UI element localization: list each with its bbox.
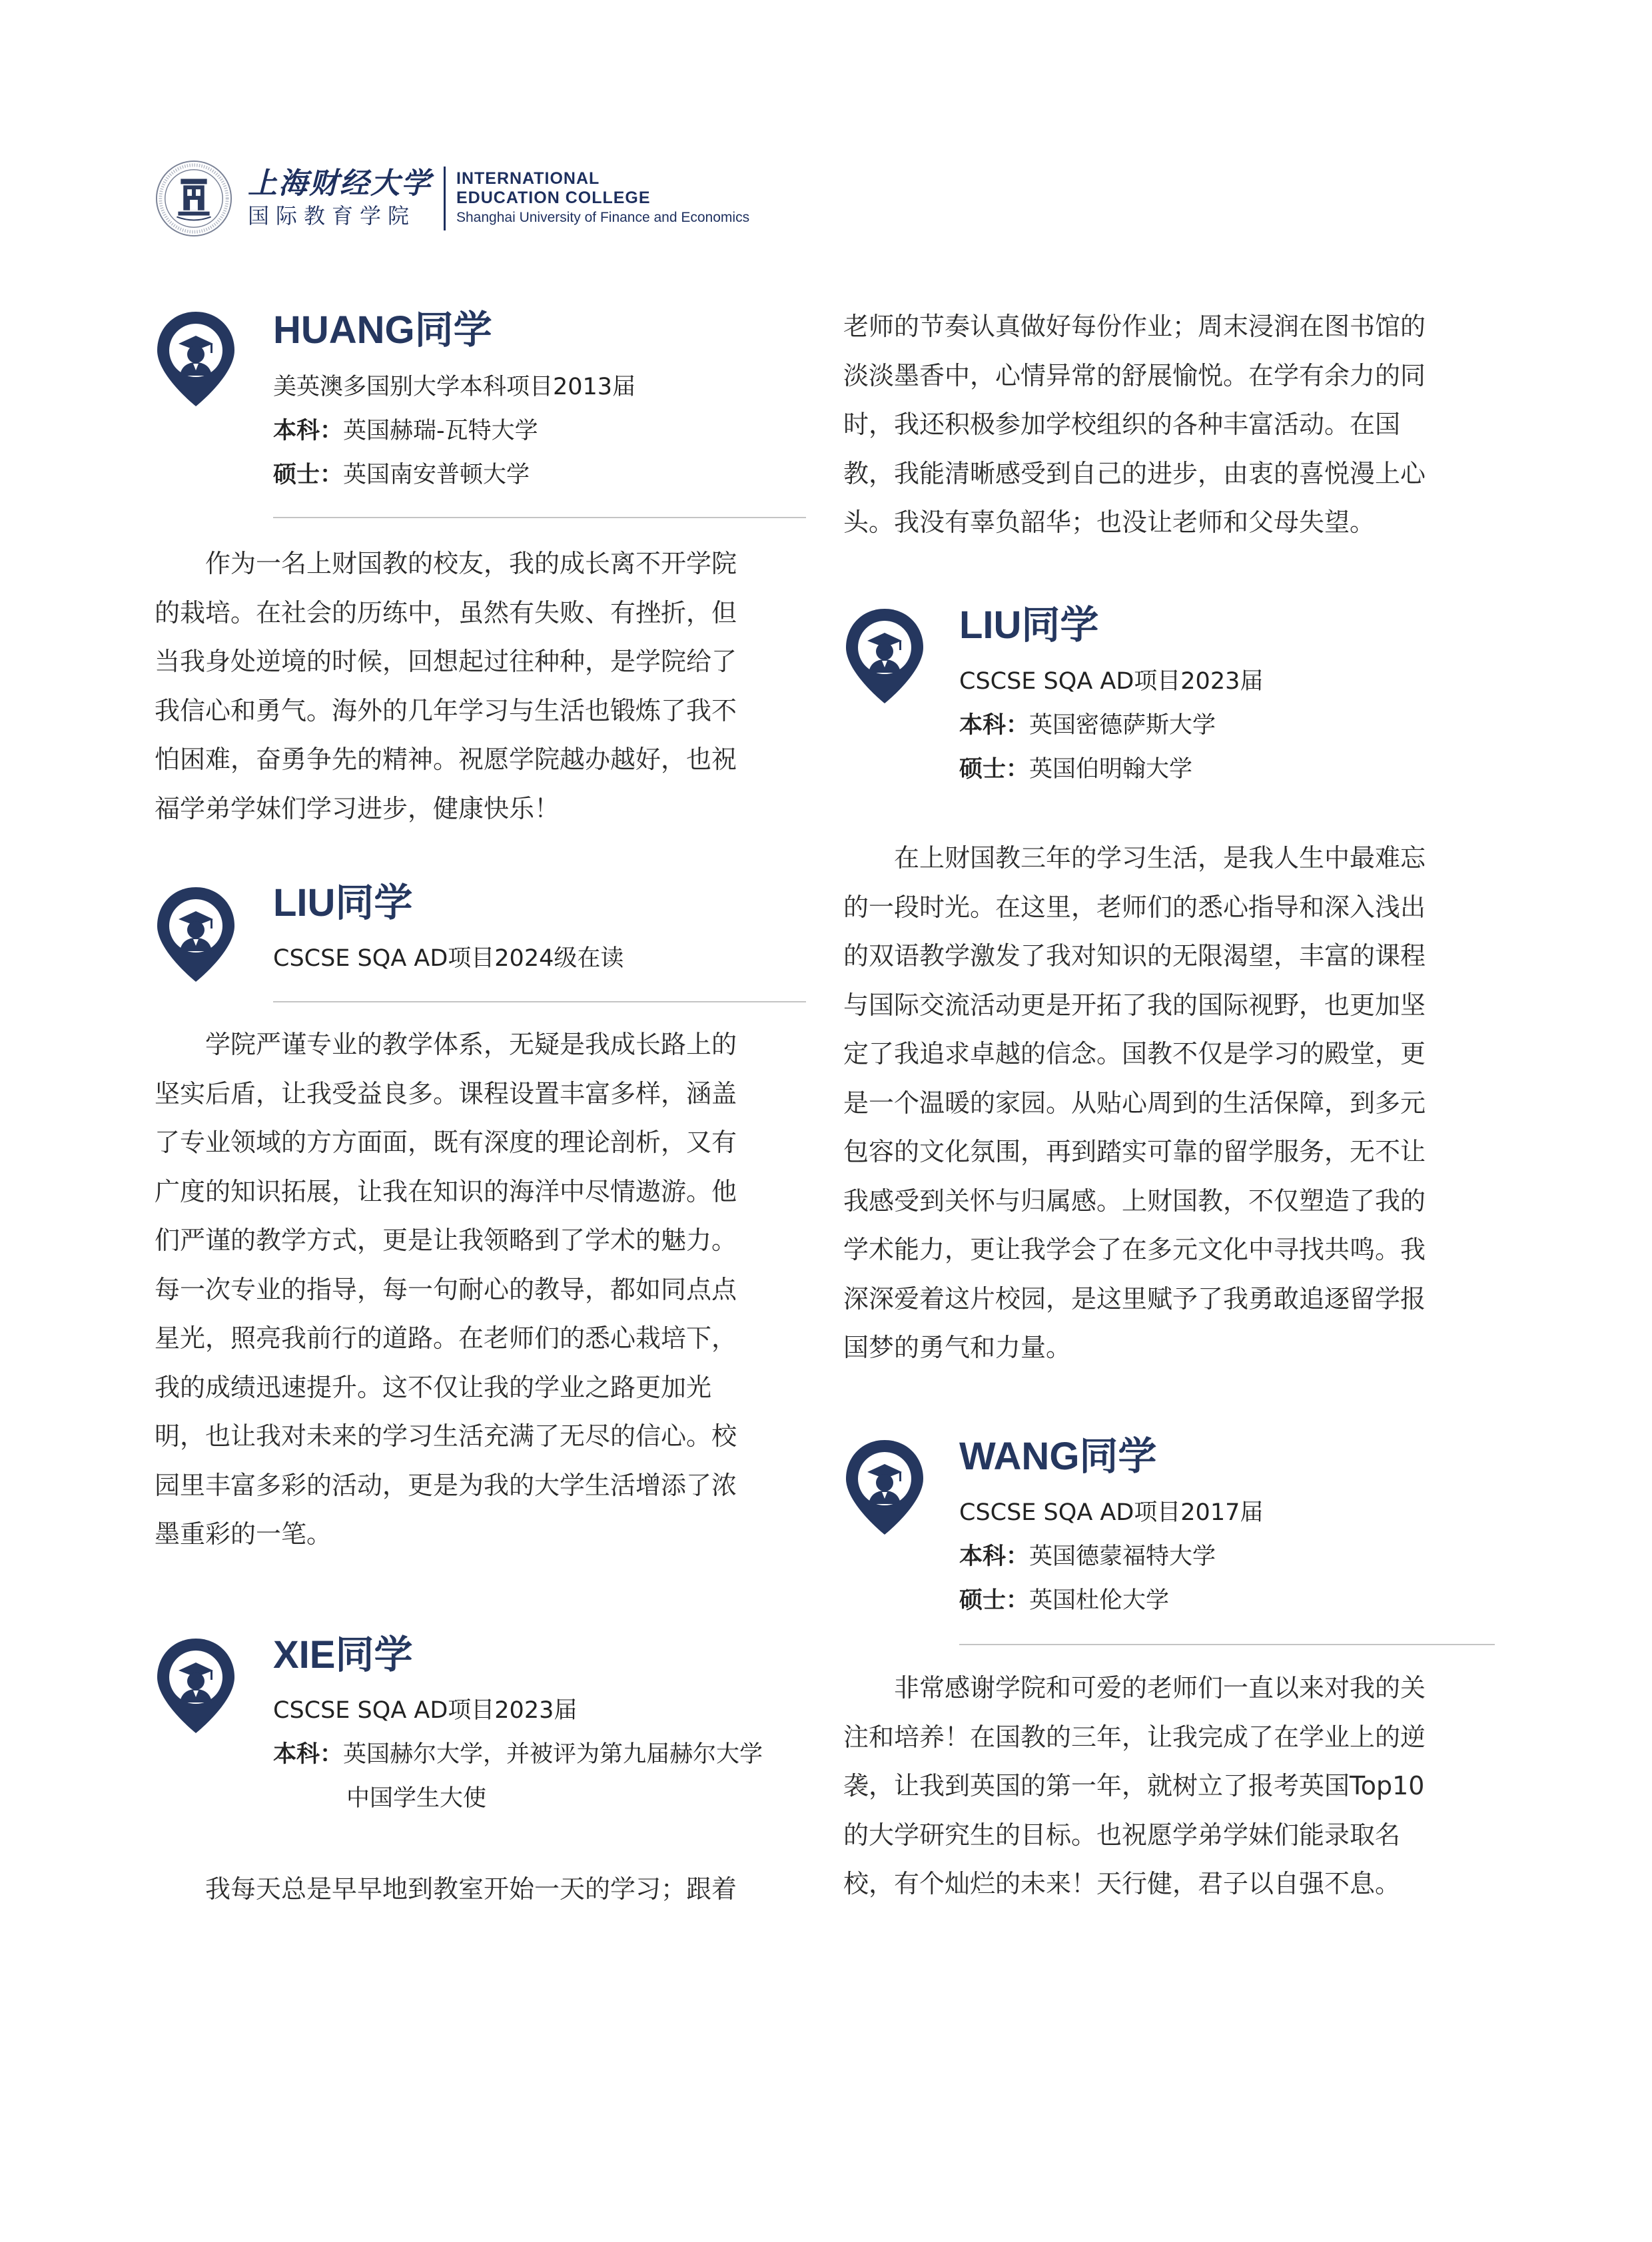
undergrad-value: 英国德蒙福特大学: [1029, 1543, 1216, 1570]
testimonial-huang: [155, 540, 737, 833]
en-logo: [456, 169, 749, 228]
divider: [959, 1644, 1495, 1645]
program-label: CSCSE SQA AD项目2023届: [273, 1697, 578, 1724]
undergrad-key: 本科：: [273, 1741, 344, 1768]
en-line-1: INTERNATIONAL: [456, 169, 600, 188]
text-line: 广度的知识拓展，让我在知识的海洋中尽情遨游。他: [155, 1176, 737, 1206]
text-line: 头。我没有辜负韶华；也没让老师和父母失望。: [843, 508, 1376, 537]
student-info: [273, 1688, 763, 1820]
testimonial-xie-cont: [843, 302, 1426, 548]
student-name: LIU同学: [959, 603, 1099, 647]
text-line: 明，也让我对未来的学习生活充满了无尽的信心。校: [155, 1421, 737, 1451]
undergrad-value: 英国密德萨斯大学: [1029, 712, 1216, 739]
text-line: 时，我还积极参加学校组织的各种丰富活动。在国: [843, 410, 1401, 439]
undergrad-key: 本科：: [959, 712, 1030, 739]
undergrad-line: [959, 703, 1263, 747]
text-line: 深深爱着这片校园，是这里赋予了我勇敢追逐留学报: [843, 1284, 1426, 1313]
text-line: 的双语教学激发了我对知识的无限渴望，丰富的课程: [843, 941, 1426, 970]
text-line: 园里丰富多彩的活动，更是为我的大学生活增添了浓: [155, 1470, 737, 1500]
student-info: [959, 1491, 1263, 1623]
program-label: CSCSE SQA AD项目2024级在读: [273, 945, 624, 972]
text-line: 在上财国教三年的学习生活，是我人生中最难忘: [843, 843, 1426, 873]
cn-university-name: 上海财经大学: [248, 167, 432, 200]
text-line: 非常感谢学院和可爱的老师们一直以来对我的关: [843, 1673, 1426, 1702]
student-name: WANG同学: [959, 1435, 1157, 1478]
program-label: CSCSE SQA AD项目2017届: [959, 1499, 1264, 1526]
student-info: [273, 365, 635, 497]
master-line: [959, 1579, 1263, 1623]
program-label: CSCSE SQA AD项目2023届: [959, 668, 1264, 695]
student-name: LIU同学: [273, 881, 413, 925]
undergrad-key: 本科：: [273, 418, 344, 444]
text-line: 坚实后盾，让我受益良多。课程设置丰富多样，涵盖: [155, 1078, 737, 1108]
testimonial-wang: [843, 1664, 1426, 1909]
undergrad-value: 英国赫瑞-瓦特大学: [343, 418, 538, 444]
text-line: 我感受到关怀与归属感。上财国教，不仅塑造了我的: [843, 1186, 1426, 1216]
divider: [273, 1001, 806, 1002]
undergrad-line: [273, 1732, 763, 1776]
master-key: 硕士：: [959, 1587, 1030, 1614]
student-pin-icon: [155, 309, 237, 409]
text-line: 学术能力，更让我学会了在多元文化中寻找共鸣。我: [843, 1235, 1426, 1264]
cn-logo: [248, 162, 432, 235]
student-info: [959, 659, 1263, 791]
text-line: 怕困难，奋勇争先的精神。祝愿学院越办越好，也祝: [155, 745, 737, 774]
student-name: HUANG同学: [273, 308, 492, 352]
student-pin-icon: [155, 885, 237, 984]
student-pin-icon: [843, 1437, 926, 1537]
text-line: 墨重彩的一笔。: [155, 1519, 332, 1549]
undergrad-value-cont: 中国学生大使: [346, 1785, 487, 1812]
master-key: 硕士：: [959, 756, 1030, 783]
student-name: XIE同学: [273, 1633, 413, 1677]
text-line: 与国际交流活动更是开拓了我的国际视野，也更加坚: [843, 990, 1426, 1020]
text-line: 国梦的勇气和力量。: [843, 1333, 1072, 1362]
undergrad-key: 本科：: [959, 1543, 1030, 1570]
university-seal-icon: [155, 159, 233, 238]
text-line: 我信心和勇气。海外的几年学习与生活也锻炼了我不: [155, 695, 737, 725]
text-line: 淡淡墨香中，心情异常的舒展愉悦。在学有余力的同: [843, 360, 1426, 390]
text-line: 们严谨的教学方式，更是让我领略到了学术的魅力。: [155, 1226, 737, 1255]
student-info: [273, 936, 623, 980]
text-line: 袭，让我到英国的第一年，就树立了报考英国Top10: [843, 1771, 1425, 1800]
text-line: 是一个温暖的家园。从贴心周到的生活保障，到多元: [843, 1088, 1426, 1118]
master-value: 英国南安普顿大学: [343, 462, 530, 488]
text-line: 作为一名上财国教的校友，我的成长离不开学院: [155, 549, 737, 578]
en-line-2: EDUCATION COLLEGE: [456, 188, 651, 207]
master-value: 英国杜伦大学: [1029, 1587, 1170, 1614]
en-line-3: Shanghai University of Finance and Economics: [456, 210, 750, 225]
text-line: 我每天总是早早地到教室开始一天的学习；跟着: [155, 1874, 737, 1904]
text-line: 包容的文化氛围，再到踏实可靠的留学服务，无不让: [843, 1137, 1426, 1166]
master-line: [273, 453, 635, 497]
text-line: 的一段时光。在这里，老师们的悉心指导和深入浅出: [843, 892, 1426, 922]
testimonial-xie-start: [155, 1865, 737, 1914]
text-line: 的栽培。在社会的历练中，虽然有失败、有挫折，但: [155, 597, 737, 627]
text-line: 星光，照亮我前行的道路。在老师们的悉心栽培下，: [155, 1323, 737, 1353]
header-divider: [444, 167, 446, 230]
undergrad-line: [273, 409, 635, 453]
text-line: 每一次专业的指导，每一句耐心的教导，都如同点点: [155, 1274, 737, 1304]
student-pin-icon: [155, 1636, 237, 1736]
master-key: 硕士：: [273, 462, 344, 488]
page-header: [155, 159, 749, 238]
text-line: 的大学研究生的目标。也祝愿学弟学妹们能录取名: [843, 1820, 1401, 1850]
text-line: 定了我追求卓越的信念。国教不仅是学习的殿堂，更: [843, 1039, 1426, 1068]
text-line: 注和培养！在国教的三年，让我完成了在学业上的逆: [843, 1722, 1426, 1752]
master-line: [959, 747, 1263, 791]
text-line: 当我身处逆境的时候，回想起过往种种，是学院给了: [155, 647, 737, 676]
text-line: 老师的节奏认真做好每份作业；周末浸润在图书馆的: [843, 312, 1426, 341]
master-value: 英国伯明翰大学: [1029, 756, 1193, 783]
cn-college-name: 国际教育学院: [248, 203, 416, 228]
text-line: 福学弟学妹们学习进步，健康快乐！: [155, 793, 560, 823]
undergrad-line-cont: [273, 1776, 763, 1820]
undergrad-line: [959, 1535, 1263, 1579]
student-pin-icon: [843, 606, 926, 706]
testimonial-liu-2024: [155, 1020, 737, 1559]
text-line: 我的成绩迅速提升。这不仅让我的学业之路更加光: [155, 1372, 712, 1402]
text-line: 教，我能清晰感受到自己的进步，由衷的喜悦漫上心: [843, 458, 1426, 488]
undergrad-value: 英国赫尔大学，并被评为第九届赫尔大学: [343, 1741, 763, 1768]
text-line: 学院严谨专业的教学体系，无疑是我成长路上的: [155, 1030, 737, 1059]
text-line: 了专业领域的方方面面，既有深度的理论剖析，又有: [155, 1128, 737, 1157]
text-line: 校，有个灿烂的未来！天行健，君子以自强不息。: [843, 1869, 1401, 1898]
divider: [273, 517, 806, 518]
program-label: 美英澳多国别大学本科项目2013届: [273, 374, 636, 400]
testimonial-liu-2023: [843, 834, 1426, 1373]
